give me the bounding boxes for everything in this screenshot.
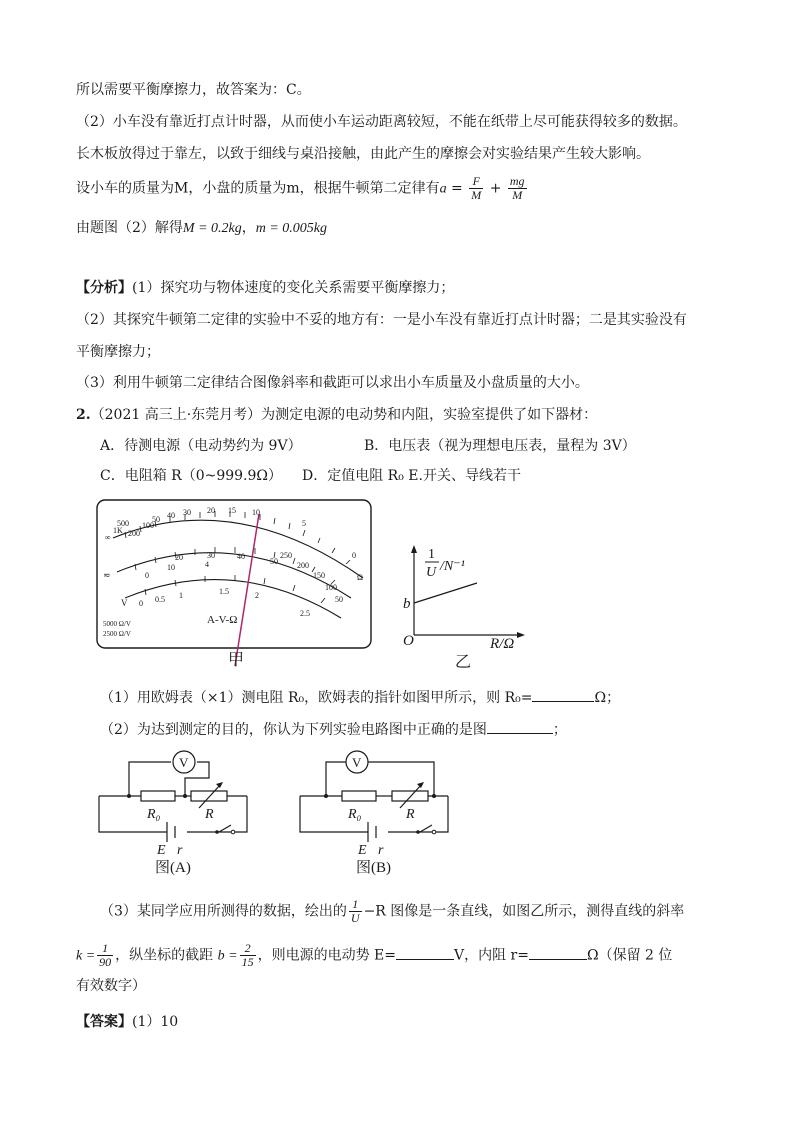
figure-yi-caption: 乙 [455, 652, 472, 671]
mid-tick-label: 50 [335, 595, 343, 604]
circuit-b-rheostat [392, 791, 428, 801]
graph-intercept-b: b [403, 596, 411, 612]
meter-spec-2: 2500 Ω/V [103, 630, 131, 638]
analysis-tag: 【分析】 [76, 280, 132, 296]
mid-tick-label: 4 [205, 560, 209, 569]
option-c: C．电阻箱 R（0~999.9Ω） [100, 468, 283, 484]
ohm-tick-label: 15 [228, 506, 236, 515]
volt-tick-label: 1.5 [219, 587, 229, 596]
ohm-tick-label: 30 [183, 508, 191, 517]
ohm-tick-label: 100 [142, 521, 154, 530]
sub-question-2 [100, 718, 567, 740]
solution-prefix: 由题图（2）解得 [76, 220, 183, 236]
answer-blank-circuit[interactable] [487, 718, 553, 734]
figure-jia-caption: 甲 [228, 650, 245, 669]
analysis-text-1: (1）探究功与物体速度的变化关系需要平衡摩擦力； [132, 280, 455, 296]
r-label: R [205, 807, 214, 822]
circuit-a-rheostat [191, 791, 227, 801]
intercept-symbol: b = [217, 948, 238, 964]
ohm-tick-label: 1K [113, 526, 123, 535]
fraction-1-over-u [349, 898, 362, 925]
formula-prefix: 设小车的质量为M，小盘的质量为m，根据牛顿第二定律有 [76, 180, 440, 197]
solution-line [76, 218, 327, 239]
answer-blank-emf[interactable] [396, 944, 454, 960]
option-a: A．待测电源（电动势约为 9V） [100, 438, 302, 454]
internal-r-label: r [177, 843, 183, 858]
sub-question-2-text: （2）为达到测定的目的，你认为下列实验电路图中正确的是图 [100, 722, 487, 738]
mid-tick-label: 20 [175, 553, 183, 562]
volt-tick-label: 0.5 [155, 595, 165, 604]
ohm-tick-label: 20 [207, 506, 215, 515]
fraction-denominator: 15 [241, 955, 254, 969]
fraction-numerator: F [469, 175, 483, 189]
sub-question-3-text: （3）某同学应用所测得的数据，绘出的 [100, 903, 347, 920]
option-d: D．定值电阻 R₀ E.开关、导线若干 [302, 468, 521, 484]
mid-tick-label: 150 [313, 571, 325, 580]
circuit-b-r0-resistor [342, 791, 376, 801]
mid-tick-label: 250 [280, 551, 292, 560]
r0-label: R₀ [147, 807, 161, 822]
graph-y-arrow [411, 545, 417, 553]
volt-tick-label: 2 [255, 591, 259, 600]
fraction-mg-over-m [508, 175, 527, 202]
option-b: B．电压表（视为理想电压表，量程为 3V） [364, 438, 636, 454]
mid-tick-label: 10 [167, 563, 175, 572]
graph-origin: O [403, 633, 414, 649]
internal-r-label: r [378, 843, 384, 858]
ohm-tick-label: ∞ [105, 533, 111, 542]
sub-question-1 [100, 686, 620, 708]
mid-tick-label: 200 [297, 561, 309, 570]
solution-mass-small-m: m = 0.005kg [255, 221, 328, 236]
emf-label: E [358, 843, 367, 858]
multimeter-figure [95, 498, 377, 670]
ohm-tick-label: 10 [252, 508, 260, 517]
internal-resistance-text: V，内阻 r= [453, 947, 529, 964]
ohm-tick-label: 500 [117, 519, 129, 528]
graph-x-label: R/Ω [490, 636, 515, 650]
ohm-tick-label: 50 [152, 515, 160, 524]
text-line-3: 长木板放得过于靠左，以致于细线与桌沿接触，由此产生的摩擦会对实验结果产生较大影响。 [76, 146, 650, 162]
fraction-intercept [240, 942, 256, 969]
answer-text: (1）10 [132, 1014, 179, 1030]
circuit-b-caption: 图(B) [356, 860, 391, 876]
intercept-text: ，纵坐标的截距 [115, 947, 214, 964]
emf-label: E [157, 843, 166, 858]
formula-plus: + [485, 180, 506, 197]
answer-line [76, 1012, 178, 1032]
emf-text: ，则电源的电动势 E= [257, 947, 396, 964]
answer-blank-internal-r[interactable] [529, 944, 587, 960]
meter-spec-1: 5000 Ω/V [103, 620, 131, 628]
text-line-2: （2）小车没有靠近打点计时器，从而使小车运动距离较短，不能在纸带上尽可能获得较多的数据。 [76, 114, 687, 130]
graph-y-label-num: 1 [428, 547, 435, 562]
sub-question-2-end: ； [552, 722, 567, 738]
solution-sep: ， [241, 220, 256, 236]
fraction-denominator: M [471, 188, 482, 202]
fraction-denominator: U [350, 911, 360, 925]
r-label: R [406, 807, 415, 822]
ohm-tick-label: 40 [167, 511, 175, 520]
ac-mark: ≂ [103, 570, 111, 580]
graph-y-label-den: U [426, 565, 437, 580]
answer-tag: 【答案】 [76, 1014, 132, 1030]
sub-question-3-line-2 [76, 942, 672, 969]
volt-tick-label: 0 [139, 599, 143, 608]
sub-question-3-text-2: −R 图像是一条直线，如图乙所示，测得直线的斜率 [363, 903, 685, 920]
graph-y-label-unit: /N⁻¹ [440, 559, 465, 574]
volt-tick-label: 1 [179, 591, 183, 600]
fraction-numerator: 1 [349, 898, 362, 912]
dc-mark: V [121, 598, 128, 608]
answer-blank-r0[interactable] [532, 686, 594, 702]
fraction-numerator: 1 [97, 942, 113, 956]
circuit-a-r0-resistor [141, 791, 175, 801]
fraction-numerator: mg [509, 174, 525, 188]
mid-tick-label: 40 [237, 552, 245, 561]
graph-x-arrow [517, 632, 525, 638]
question-title-text: （2021 高三上·东莞月考）为测定电源的电动势和内阻，实验室提供了如下器材： [90, 407, 598, 423]
text-line-1: 所以需要平衡摩擦力，故答案为：C。 [76, 82, 311, 98]
ohm-tick-label: 0 [352, 551, 356, 560]
ohm-tick-label: 200 [128, 529, 140, 538]
formula-a: a [439, 181, 447, 197]
analysis-line-3: （3）利用牛顿第二定律结合图像斜率和截距可以求出小车质量及小盘质量的大小。 [76, 375, 589, 391]
graph-figure [395, 540, 530, 650]
fraction-denominator: 90 [99, 955, 112, 969]
precision-note: Ω（保留 2 位 [586, 947, 673, 964]
volt-tick-label: 2.5 [300, 609, 310, 618]
sub-question-3-line-3: 有效数字） [76, 978, 146, 994]
sub-question-1-text: （1）用欧姆表（×1）测电阻 R₀，欧姆表的指针如图甲所示，则 R₀= [100, 690, 533, 706]
fraction-numerator: 2 [240, 942, 256, 956]
ohm-tick-label: 5 [302, 519, 306, 528]
analysis-line-2: （2）其探究牛顿第二定律的实验中不妥的地方有：一是小车没有靠近打点计时器；二是其实验没有 [76, 312, 687, 328]
solution-mass-m: M = 0.2kg [182, 221, 242, 236]
fraction-denominator: M [512, 188, 523, 202]
mid-tick-label: 0 [145, 571, 149, 580]
question-number: 2. [76, 407, 91, 423]
meter-label: A-V-Ω [207, 614, 238, 626]
mid-tick-label: 30 [207, 551, 215, 560]
r0-label: R₀ [348, 807, 362, 822]
mid-tick-label: 50 [270, 557, 278, 566]
mid-tick-label: 100 [325, 583, 337, 592]
circuit-a-figure [95, 748, 255, 876]
ohm-unit-label: Ω [357, 573, 363, 582]
sub-question-1-unit: Ω； [594, 690, 621, 706]
question-2-title [76, 405, 597, 425]
fraction-f-over-m [469, 175, 483, 202]
sub-question-3 [100, 898, 684, 925]
fraction-slope [97, 942, 113, 969]
slope-symbol: k = [76, 948, 96, 964]
circuit-b-figure [296, 748, 456, 876]
formula-line [76, 175, 529, 202]
circuit-a-caption: 图(A) [155, 860, 191, 876]
graph-line [414, 583, 477, 603]
voltmeter-label: V [352, 755, 362, 770]
voltmeter-label: V [179, 755, 189, 770]
analysis-line-2b: 平衡摩擦力； [76, 344, 160, 360]
formula-eq: = [446, 180, 468, 197]
analysis-line-1 [76, 278, 454, 298]
